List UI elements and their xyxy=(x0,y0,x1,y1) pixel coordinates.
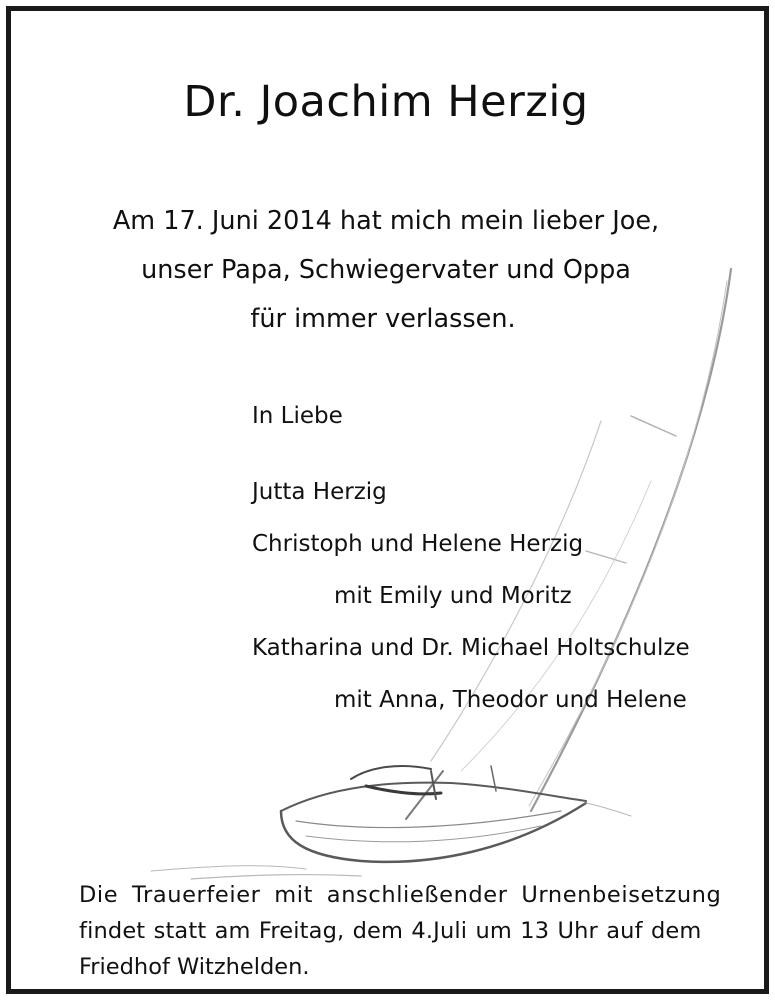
signatory-line: Katharina und Dr. Michael Holtschulze xyxy=(252,635,690,661)
funeral-line: Die Trauerfeier mit anschließender Urnenbeisetzung xyxy=(79,882,722,908)
signatory-line: mit Emily und Moritz xyxy=(334,583,572,609)
announcement-line: für immer verlassen. xyxy=(250,304,516,334)
closing-phrase: In Liebe xyxy=(252,403,343,429)
signatory-line: Christoph und Helene Herzig xyxy=(252,531,584,557)
funeral-line: findet statt am Freitag, dem 4.Juli um 13 Uhr auf dem xyxy=(79,918,702,944)
funeral-line: Friedhof Witzhelden. xyxy=(79,954,310,980)
deceased-name: Dr. Joachim Herzig xyxy=(183,77,589,127)
signatory-line: mit Anna, Theodor und Helene xyxy=(334,687,687,713)
sailboat-illustration xyxy=(131,251,751,891)
funeral-details xyxy=(79,877,722,985)
announcement-line: unser Papa, Schwiegervater und Oppa xyxy=(141,255,631,285)
signatory-line: Jutta Herzig xyxy=(252,479,387,505)
announcement-line: Am 17. Juni 2014 hat mich mein lieber Joe, xyxy=(112,206,660,236)
obituary-notice xyxy=(6,6,769,994)
announcement-text xyxy=(11,197,761,344)
